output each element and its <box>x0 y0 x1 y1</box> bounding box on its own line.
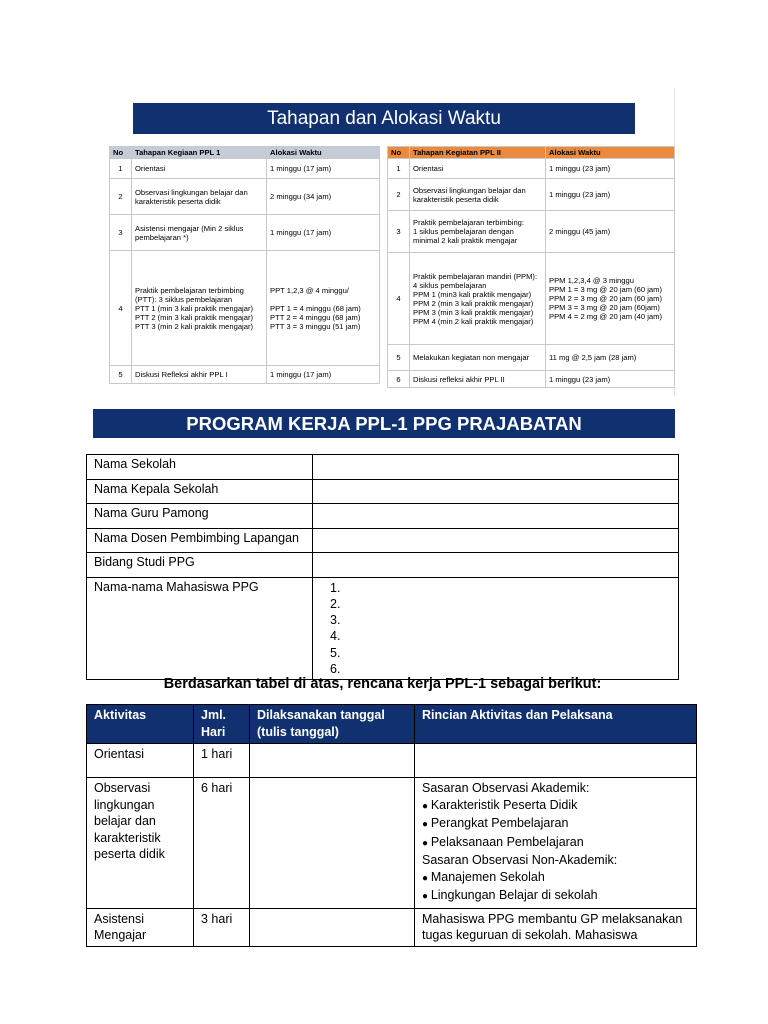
list-item: ● Perangkat Pembelajaran <box>422 815 689 834</box>
header-cell: Alokasi Waktu <box>546 147 675 159</box>
student-number: 6. <box>330 661 341 676</box>
list-item: ● Lingkungan Belajar di sekolah <box>422 887 689 906</box>
header-cell: Tahapan Kegiaan PPL 1 <box>132 147 267 159</box>
program-title: PROGRAM KERJA PPL-1 PPG PRAJABATAN <box>93 409 675 438</box>
header-cell: Rincian Aktivitas dan Pelaksana <box>415 705 697 744</box>
student-list <box>320 580 671 678</box>
activity-detail[interactable] <box>415 744 697 778</box>
table-row <box>388 179 675 211</box>
cell: 1 minggu (23 jam) <box>546 179 675 211</box>
cell: 11 mg @ 2,5 jam (28 jam) <box>546 345 675 371</box>
cell: 2 <box>388 179 410 211</box>
student-number: 3. <box>330 613 341 628</box>
activity-name: Orientasi <box>87 744 194 778</box>
field-value[interactable] <box>313 528 679 553</box>
table-row <box>388 159 675 179</box>
activity-detail: Mahasiswa PPG membantu GP melaksanakan tugas keguruan di sekolah. Mahasiswa <box>415 908 697 946</box>
field-value[interactable] <box>313 553 679 578</box>
table-header-row <box>388 147 675 159</box>
table-row <box>110 179 380 215</box>
student-number: 1. <box>330 580 341 595</box>
activity-name: Observasi lingkungan belajar dan karakteristik peserta didik <box>87 778 194 909</box>
table-row <box>110 159 380 179</box>
cell: 1 minggu (17 jam) <box>267 215 380 251</box>
cell: Praktik pembelajaran terbimbing (PTT): 3 siklus pembelajaran PTT 1 (min 3 kali praktik mengajar) PTT 2 (min 3 kali praktik mengajar) PTT 3 (min 2 kali praktik mengajar) <box>132 251 267 366</box>
table-row <box>87 528 679 553</box>
header-cell: Tahapan Kegiatan PPL II <box>410 147 546 159</box>
table-row <box>110 251 380 366</box>
table-row <box>87 908 697 946</box>
identity-table <box>86 454 679 680</box>
activity-days: 3 hari <box>194 908 250 946</box>
student-number: 2. <box>330 596 341 611</box>
table-row <box>87 577 679 680</box>
cell: 1 minggu (23 jam) <box>546 159 675 179</box>
activity-table <box>86 704 697 947</box>
header-cell: Aktivitas <box>87 705 194 744</box>
cell: 3 <box>110 215 132 251</box>
table-row <box>388 345 675 371</box>
student-number: 4. <box>330 629 341 644</box>
field-value[interactable] <box>313 455 679 480</box>
cell: 1 minggu (17 jam) <box>267 159 380 179</box>
header-cell: No <box>110 147 132 159</box>
cell: Diskusi refleksi akhir PPL II <box>410 371 546 388</box>
field-label: Nama Guru Pamong <box>87 504 313 529</box>
table-row <box>87 455 679 480</box>
header-cell: Dilaksanakan tanggal (tulis tanggal) <box>250 705 415 744</box>
field-label: Nama Kepala Sekolah <box>87 479 313 504</box>
cell: Orientasi <box>132 159 267 179</box>
cell: 2 <box>110 179 132 215</box>
field-value[interactable] <box>313 479 679 504</box>
table-row <box>87 553 679 578</box>
table-row <box>87 504 679 529</box>
ppl1-table <box>109 146 380 384</box>
header-cell: Alokasi Waktu <box>267 147 380 159</box>
cell: PPT 1,2,3 @ 4 minggu/ PPT 1 = 4 minggu (68 jam) PTT 2 = 4 minggu (68 jam) PTT 3 = 3 minggu (51 jam) <box>267 251 380 366</box>
student-number: 5. <box>330 645 341 660</box>
cell: 4 <box>388 253 410 345</box>
activity-date[interactable] <box>250 744 415 778</box>
field-label: Bidang Studi PPG <box>87 553 313 578</box>
cell: 1 minggu (23 jam) <box>546 371 675 388</box>
cell: Diskusi Refleksi akhir PPL I <box>132 366 267 384</box>
detail-heading: Sasaran Observasi Non-Akademik: <box>422 853 618 867</box>
detail-heading: Sasaran Observasi Akademik: <box>422 781 590 795</box>
cell: 3 <box>388 211 410 253</box>
activity-days: 6 hari <box>194 778 250 909</box>
slide-image <box>93 88 675 396</box>
field-value[interactable] <box>313 504 679 529</box>
list-item: ● Pelaksanaan Pembelajaran <box>422 834 689 853</box>
table-row <box>87 479 679 504</box>
table-row <box>87 744 697 778</box>
table-header-row <box>87 705 697 744</box>
bullet-list <box>422 797 689 853</box>
table-row <box>110 215 380 251</box>
cell: Observasi lingkungan belajar dan karakteristik peserta didik <box>410 179 546 211</box>
cell: Praktik pembelajaran mandiri (PPM): 4 siklus pembelajaran PPM 1 (min3 kali praktik mengajar) PPM 2 (min 3 kali praktik mengajar) PPM 3 (min 3 kali praktik mengajar) PPM 4 (min 2 kali praktik mengajar) <box>410 253 546 345</box>
table-header-row <box>110 147 380 159</box>
cell: Praktik pembelajaran terbimbing: 1 siklus pembelajaran dengan minimal 2 kali praktik mengajar <box>410 211 546 253</box>
field-label: Nama Dosen Pembimbing Lapangan <box>87 528 313 553</box>
activity-date[interactable] <box>250 778 415 909</box>
table-row <box>87 778 697 909</box>
cell: 1 <box>110 159 132 179</box>
list-item: ● Karakteristik Peserta Didik <box>422 797 689 816</box>
activity-name: Asistensi Mengajar <box>87 908 194 946</box>
activity-date[interactable] <box>250 908 415 946</box>
header-cell: Jml. Hari <box>194 705 250 744</box>
activity-days: 1 hari <box>194 744 250 778</box>
list-item: ● Manajemen Sekolah <box>422 869 689 888</box>
cell: 1 minggu (17 jam) <box>267 366 380 384</box>
intro-text: Berdasarkan tabel di atas, rencana kerja PPL-1 sebagai berikut: <box>163 676 602 692</box>
cell: Observasi lingkungan belajar dan karakteristik peserta didik <box>132 179 267 215</box>
cell: 2 minggu (34 jam) <box>267 179 380 215</box>
field-value[interactable] <box>313 577 679 680</box>
cell: 6 <box>388 371 410 388</box>
table-row <box>388 211 675 253</box>
cell: 1 <box>388 159 410 179</box>
activity-detail <box>415 778 697 909</box>
cell: Orientasi <box>410 159 546 179</box>
cell: 4 <box>110 251 132 366</box>
field-label: Nama-nama Mahasiswa PPG <box>87 577 313 680</box>
slide-title: Tahapan dan Alokasi Waktu <box>133 103 635 134</box>
header-cell: No <box>388 147 410 159</box>
ppl2-table <box>387 146 675 388</box>
table-row <box>388 371 675 388</box>
table-row <box>110 366 380 384</box>
cell: Asistensi mengajar (Min 2 siklus pembelajaran *) <box>132 215 267 251</box>
cell: Melakukan kegiatan non mengajar <box>410 345 546 371</box>
cell: 5 <box>388 345 410 371</box>
bullet-list <box>422 869 689 906</box>
cell: 5 <box>110 366 132 384</box>
cell: 2 minggu (45 jam) <box>546 211 675 253</box>
field-label: Nama Sekolah <box>87 455 313 480</box>
cell: PPM 1,2,3,4 @ 3 minggu PPM 1 = 3 mg @ 20 jam (60 jam) PPM 2 = 3 mg @ 20 jam (60 jam) PPM 3 = 3 mg @ 20 jam (60jam) PPM 4 = 2 mg @ 20 jam (40 jam) <box>546 253 675 345</box>
table-row <box>388 253 675 345</box>
